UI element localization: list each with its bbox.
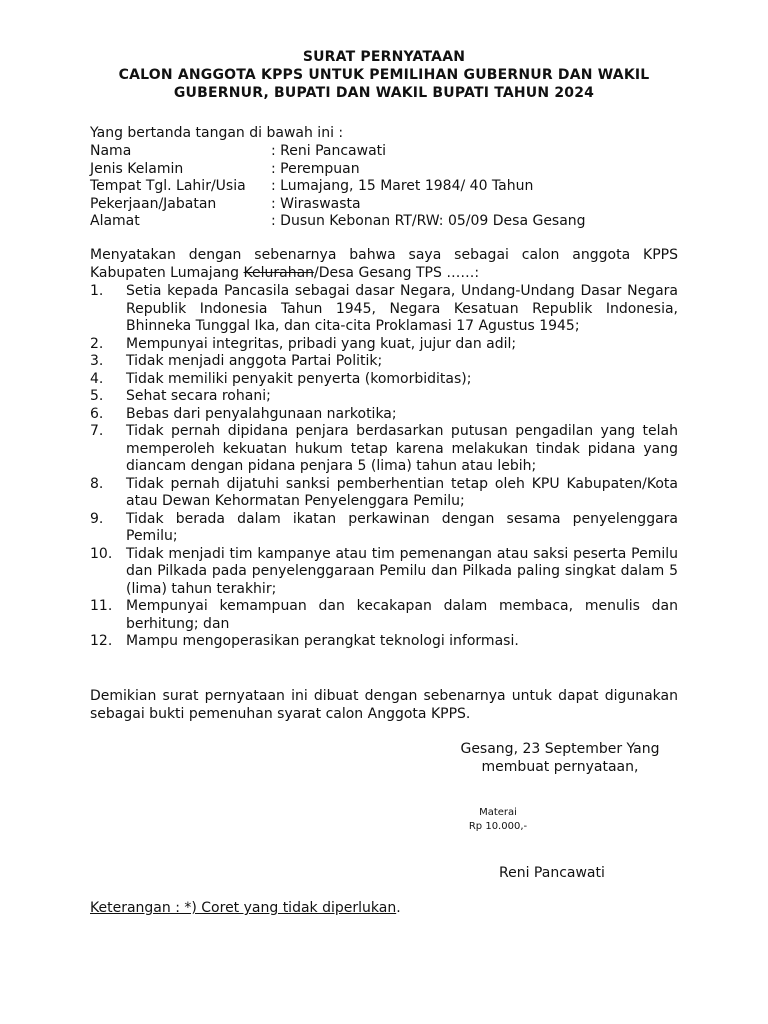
identity-value: : Wiraswasta <box>271 195 361 212</box>
list-text: Mampu mengoperasikan perangkat teknologi informasi. <box>126 633 519 649</box>
statement-paragraph <box>90 247 678 282</box>
requirements-list <box>90 283 678 651</box>
identity-label: Pekerjaan/Jabatan <box>90 195 217 212</box>
list-item <box>90 371 678 389</box>
list-number: 3. <box>90 353 104 369</box>
list-item <box>90 283 678 336</box>
list-text: Mempunyai kemampuan dan kecakapan dalam membaca, menulis dan berhitung; dan <box>126 598 678 632</box>
closing-paragraph: Demikian surat pernyataan ini dibuat dengan sebenarnya untuk dapat digunakan sebagai bukti pemenuhan syarat calon Anggota KPPS. <box>90 688 678 722</box>
document-subtitle-line-2: GUBERNUR, BUPATI DAN WAKIL BUPATI TAHUN 2024 <box>173 85 595 101</box>
list-number: 6. <box>90 405 104 422</box>
identity-label: Tempat Tgl. Lahir/Usia <box>90 178 246 194</box>
identity-label: Alamat <box>90 213 140 229</box>
list-item <box>90 406 678 424</box>
list-item <box>90 423 678 476</box>
list-number: 12. <box>90 633 113 649</box>
signer-name: Reni Pancawati <box>499 865 605 881</box>
footnote-period: . <box>396 900 401 916</box>
list-text: Tidak memiliki penyakit penyerta (komorbiditas); <box>126 370 472 387</box>
list-text: Setia kepada Pancasila sebagai dasar Negara, Undang-Undang Dasar Negara Republik Indonesia Tahun 1945, Negara Kesatuan Republik Indonesia, Bhinneka Tunggal Ika, dan cita-cita Proklamasi 17 Agustus 1945; <box>126 283 678 334</box>
list-item <box>90 336 678 354</box>
list-text: Tidak berada dalam ikatan perkawinan dengan sesama penyelenggara Pemilu; <box>126 510 678 544</box>
document-title: SURAT PERNYATAAN <box>302 49 466 65</box>
list-text: Tidak pernah dijatuhi sanksi pemberhentian tetap oleh KPU Kabupaten/Kota atau Dewan Kehormatan Penyelenggara Pemilu; <box>126 475 678 509</box>
list-number: 8. <box>90 475 104 492</box>
list-text: Bebas dari penyalahgunaan narkotika; <box>126 405 397 422</box>
list-item <box>90 353 678 371</box>
list-text: Sehat secara rohani; <box>126 388 271 404</box>
list-number: 7. <box>90 423 104 439</box>
document-subtitle-line-1: CALON ANGGOTA KPPS UNTUK PEMILIHAN GUBERNUR DAN WAKIL <box>118 67 650 83</box>
list-item <box>90 388 678 406</box>
materai-stamp <box>466 806 530 834</box>
statement-text: Menyatakan dengan sebenarnya bahwa saya sebagai calon anggota KPPS Kabupaten Lumajang <box>90 247 678 281</box>
identity-value: : Lumajang, 15 Maret 1984/ 40 Tahun <box>271 178 534 194</box>
list-text: Mempunyai integritas, pribadi yang kuat, jujur dan adil; <box>126 335 517 352</box>
list-number: 1. <box>90 283 104 299</box>
list-number: 9. <box>90 510 104 527</box>
struck-word: Kelurahan <box>243 264 315 281</box>
list-number: 11. <box>90 598 113 614</box>
identity-value: : Perempuan <box>271 160 360 177</box>
signature-block <box>444 740 676 776</box>
list-number: 4. <box>90 370 104 387</box>
identity-value: : Dusun Kebonan RT/RW: 05/09 Desa Gesang <box>271 213 586 229</box>
list-item <box>90 598 678 633</box>
list-text: Tidak menjadi anggota Partai Politik; <box>126 353 383 369</box>
list-number: 2. <box>90 335 104 352</box>
identity-label: Jenis Kelamin <box>90 160 184 177</box>
footnote <box>90 899 401 917</box>
materai-amount: Rp 10.000,- <box>468 821 528 832</box>
materai-label: Materai <box>479 807 517 818</box>
list-item <box>90 546 678 599</box>
intro-text: Yang bertanda tangan di bawah ini : <box>90 125 344 141</box>
statement-text-end: /Desa Gesang TPS ……: <box>314 264 480 281</box>
signer-role: membuat pernyataan, <box>481 759 639 775</box>
list-text: Tidak menjadi tim kampanye atau tim pemenangan atau saksi peserta Pemilu dan Pilkada pada penyelenggaraan Pemilu dan Pilkada paling singkat dalam 5 (lima) tahun terakhir; <box>126 545 678 597</box>
list-number: 10. <box>90 545 113 562</box>
list-text: Tidak pernah dipidana penjara berdasarkan putusan pengadilan yang telah memperoleh kekuatan hukum tetap karena melakukan tindak pidana yang diancam dengan pidana penjara 5 (lima) tahun atau lebih; <box>126 423 678 474</box>
place-date: Gesang, 23 September Yang <box>460 741 660 757</box>
identity-value: : Reni Pancawati <box>271 143 387 159</box>
identity-label: Nama <box>90 143 132 159</box>
list-item <box>90 476 678 511</box>
list-number: 5. <box>90 388 104 404</box>
list-item <box>90 633 678 651</box>
list-item <box>90 511 678 546</box>
footnote-text: Keterangan : *) Coret yang tidak diperlukan <box>90 900 397 916</box>
